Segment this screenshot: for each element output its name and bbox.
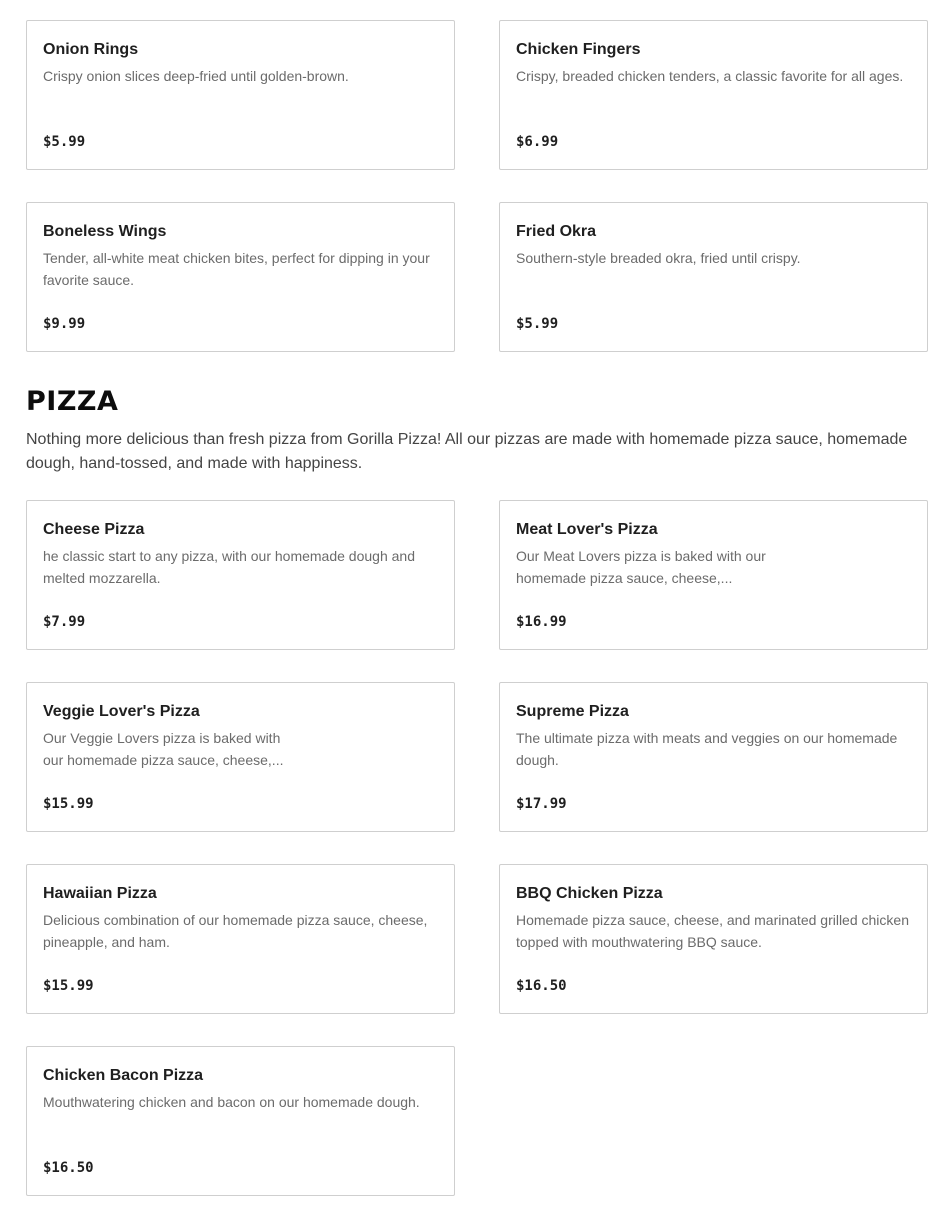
menu-item-card[interactable] <box>499 202 928 352</box>
menu-item-card[interactable] <box>26 20 455 170</box>
menu-item-card[interactable] <box>26 864 455 1014</box>
menu-item-description: Southern-style breaded okra, fried until crispy. <box>516 250 801 266</box>
menu-item-name: Meat Lover's Pizza <box>516 521 658 538</box>
menu-item-card[interactable] <box>26 1046 455 1196</box>
menu-item-card[interactable] <box>26 500 455 650</box>
menu-item-description: The ultimate pizza with meats and veggies on our homemade dough. <box>516 730 898 768</box>
menu-item-price: $16.50 <box>516 978 567 994</box>
menu-item-card[interactable] <box>26 202 455 352</box>
menu-item-name: Veggie Lover's Pizza <box>43 703 200 720</box>
menu-item-description: Crispy, breaded chicken tenders, a classic favorite for all ages. <box>516 68 904 84</box>
menu-item-description: Our Meat Lovers pizza is baked with our homemade pizza sauce, cheese,... <box>516 548 766 586</box>
menu-item-price: $5.99 <box>516 316 559 332</box>
menu-item-description: Delicious combination of our homemade pizza sauce, cheese, pineapple, and ham. <box>43 912 428 950</box>
menu-item-description: he classic start to any pizza, with our homemade dough and melted mozzarella. <box>43 548 415 586</box>
section-title: PIZZA <box>26 386 119 417</box>
menu-item-price: $15.99 <box>43 796 94 812</box>
menu-item-card[interactable] <box>26 682 455 832</box>
menu-item-name: Boneless Wings <box>43 223 167 240</box>
menu-item-card[interactable] <box>499 864 928 1014</box>
menu-item-name: Fried Okra <box>516 223 597 240</box>
pizza-section <box>26 386 928 1196</box>
menu-item-price: $9.99 <box>43 316 86 332</box>
menu-item-description: Homemade pizza sauce, cheese, and marinated grilled chicken topped with mouthwatering BBQ sauce. <box>516 912 909 950</box>
pizza-grid <box>26 500 928 1196</box>
menu-item-price: $16.50 <box>43 1160 94 1176</box>
menu-item-description: Tender, all-white meat chicken bites, perfect for dipping in your favorite sauce. <box>43 250 430 288</box>
appetizers-grid <box>26 20 928 352</box>
menu-item-card[interactable] <box>499 682 928 832</box>
menu-item-card[interactable] <box>499 20 928 170</box>
menu-item-price: $16.99 <box>516 614 567 630</box>
menu-item-description: Our Veggie Lovers pizza is baked with our homemade pizza sauce, cheese,... <box>43 730 284 768</box>
menu-item-name: BBQ Chicken Pizza <box>516 885 663 902</box>
menu-item-name: Onion Rings <box>43 41 139 58</box>
menu-item-price: $6.99 <box>516 134 559 150</box>
menu-item-name: Chicken Fingers <box>516 41 641 58</box>
menu-item-name: Cheese Pizza <box>43 521 145 538</box>
menu-item-name: Supreme Pizza <box>516 703 629 720</box>
menu-item-name: Chicken Bacon Pizza <box>43 1067 204 1084</box>
menu-page <box>26 20 928 1196</box>
menu-item-price: $15.99 <box>43 978 94 994</box>
menu-item-description: Crispy onion slices deep-fried until golden-brown. <box>43 68 349 84</box>
menu-item-card[interactable] <box>499 500 928 650</box>
menu-item-price: $7.99 <box>43 614 86 630</box>
menu-item-price: $5.99 <box>43 134 86 150</box>
menu-item-description: Mouthwatering chicken and bacon on our homemade dough. <box>43 1094 420 1110</box>
section-description: Nothing more delicious than fresh pizza from Gorilla Pizza! All our pizzas are made with homemade pizza sauce, homemade dough, hand-tossed, and made with happiness. <box>26 431 908 472</box>
menu-item-price: $17.99 <box>516 796 567 812</box>
menu-item-name: Hawaiian Pizza <box>43 885 157 902</box>
